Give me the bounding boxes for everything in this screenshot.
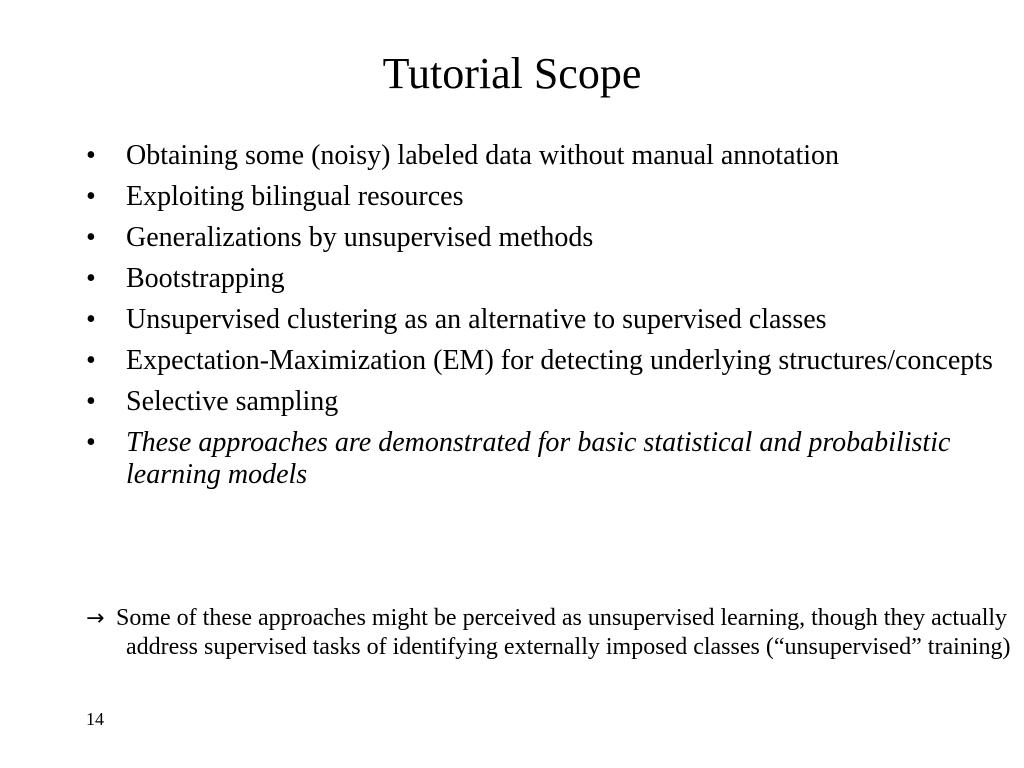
bullet-icon: • bbox=[86, 263, 96, 294]
bullet-text: Selective sampling bbox=[126, 386, 339, 417]
bullet-text: These approaches are demonstrated for basic statistical and probabilistic learning models bbox=[126, 427, 951, 490]
bullet-icon: • bbox=[86, 181, 96, 212]
bullet-icon: • bbox=[86, 427, 96, 458]
bullet-icon: • bbox=[86, 386, 96, 417]
footnote-text: Some of these approaches might be perceived as unsupervised learning, though they actually address supervised tasks of identifying externally imposed classes (“unsupervised” training) bbox=[116, 605, 1011, 660]
bullet-icon: • bbox=[86, 304, 96, 335]
bullet-item bbox=[86, 386, 1006, 418]
footnote bbox=[86, 604, 1024, 661]
bullet-item bbox=[86, 345, 1006, 377]
bullet-item bbox=[86, 181, 1006, 213]
bullet-text: Expectation-Maximization (EM) for detecting underlying structures/concepts bbox=[126, 345, 993, 376]
bullet-icon: • bbox=[86, 140, 96, 171]
bullet-item bbox=[86, 263, 1006, 295]
bullet-text: Obtaining some (noisy) labeled data without manual annotation bbox=[126, 140, 840, 171]
bullet-item bbox=[86, 222, 1006, 254]
bullet-text: Generalizations by unsupervised methods bbox=[126, 222, 594, 253]
bullet-item bbox=[86, 140, 1006, 172]
bullet-item-italic bbox=[86, 427, 1006, 491]
bullet-text: Unsupervised clustering as an alternative to supervised classes bbox=[126, 304, 827, 335]
right-arrow-icon: → bbox=[86, 606, 105, 631]
bullet-list bbox=[86, 140, 1006, 500]
slide-title: Tutorial Scope bbox=[382, 49, 642, 98]
bullet-item bbox=[86, 304, 1006, 336]
bullet-icon: • bbox=[86, 345, 96, 376]
bullet-text: Bootstrapping bbox=[126, 263, 285, 294]
bullet-icon: • bbox=[86, 222, 96, 253]
bullet-text: Exploiting bilingual resources bbox=[126, 181, 464, 212]
page-number: 14 bbox=[86, 709, 104, 729]
